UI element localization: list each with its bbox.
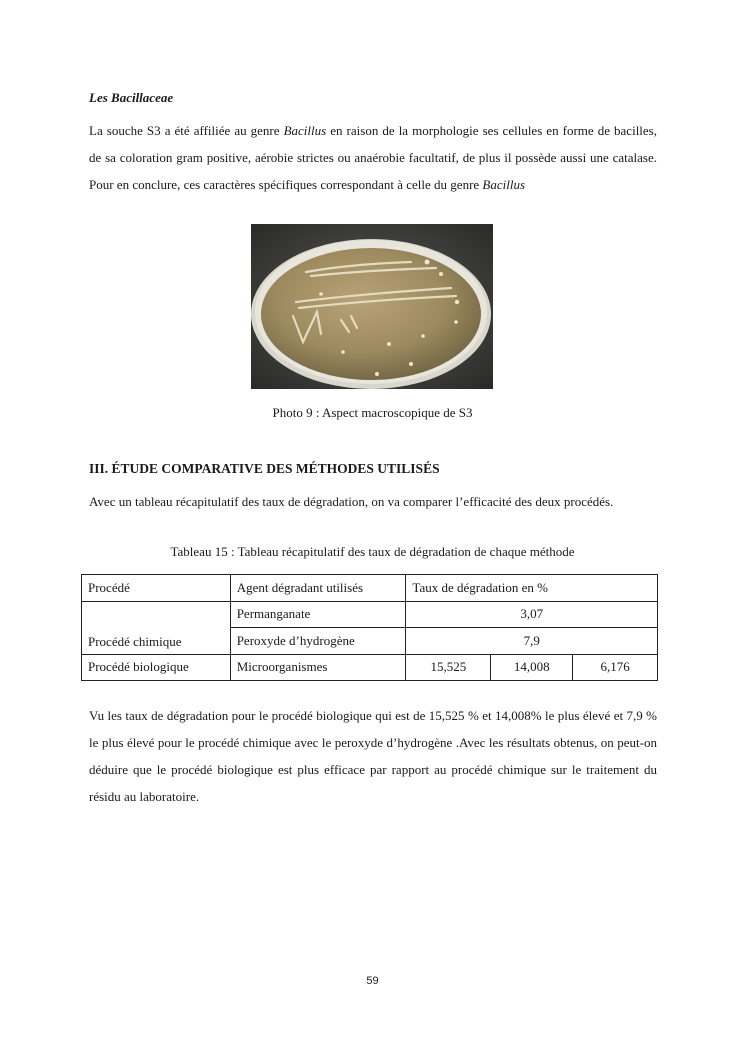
rate-cell: 3,07: [406, 601, 658, 628]
table-header-row: [82, 575, 658, 602]
rate-cell: 6,176: [573, 654, 658, 681]
degradation-summary-table: [81, 574, 658, 681]
para1-text-1: La souche S3 a été affiliée au genre: [89, 123, 284, 138]
petri-dish-photo: [251, 224, 493, 389]
conclusion-paragraph: Vu les taux de dégradation pour le procédé biologique qui est de 15,525 % et 14,008% le plus élevé et 7,9 % le plus élevé pour le procédé chimique avec le peroxyde d’hydrogène .Avec les résultats obtenus, on peut-on déduire que le procédé biologique est plus efficace par rapport au procédé chimique sur le traitement du résidu au laboratoire.: [89, 708, 657, 804]
header-procede: Procédé: [82, 575, 231, 602]
rate-cell: 7,9: [406, 628, 658, 655]
rate-cell: 14,008: [491, 654, 573, 681]
procede-biologique-cell: Procédé biologique: [82, 654, 231, 681]
procede-chimique-cell: Procédé chimique: [82, 601, 231, 654]
agent-cell: Permanganate: [230, 601, 406, 628]
rate-cell: 15,525: [406, 654, 491, 681]
section-heading: III. ÉTUDE COMPARATIVE DES MÉTHODES UTILISÉS: [89, 461, 440, 476]
agent-cell: Microorganismes: [230, 654, 406, 681]
table-row: [82, 654, 658, 681]
header-taux: Taux de dégradation en %: [406, 575, 658, 602]
bacillaceae-paragraph: [89, 117, 657, 198]
table-caption: Tableau 15 : Tableau récapitulatif des taux de dégradation de chaque méthode: [170, 544, 575, 559]
para1-text-2: en raison de la morphologie ses cellules en forme de bacilles, de sa coloration gram positive, aérobie strictes ou anaérobie facultatif, de plus il possède aussi une catalase. Pour en conclure, ces caractères spécifiques correspondant à celle du genre: [89, 123, 657, 192]
page-number: 59: [366, 975, 379, 987]
para1-genus-1: Bacillus: [283, 123, 327, 138]
table-row: [82, 601, 658, 628]
photo-caption: Photo 9 : Aspect macroscopique de S3: [272, 405, 473, 420]
para1-genus-2: Bacillus: [482, 177, 526, 192]
subsection-title: Les Bacillaceae: [89, 90, 174, 105]
agent-cell: Peroxyde d’hydrogène: [230, 628, 406, 655]
header-agent: Agent dégradant utilisés: [230, 575, 406, 602]
comparison-intro-paragraph: Avec un tableau récapitulatif des taux de dégradation, on va comparer l’efficacité des deux procédés.: [89, 494, 614, 509]
